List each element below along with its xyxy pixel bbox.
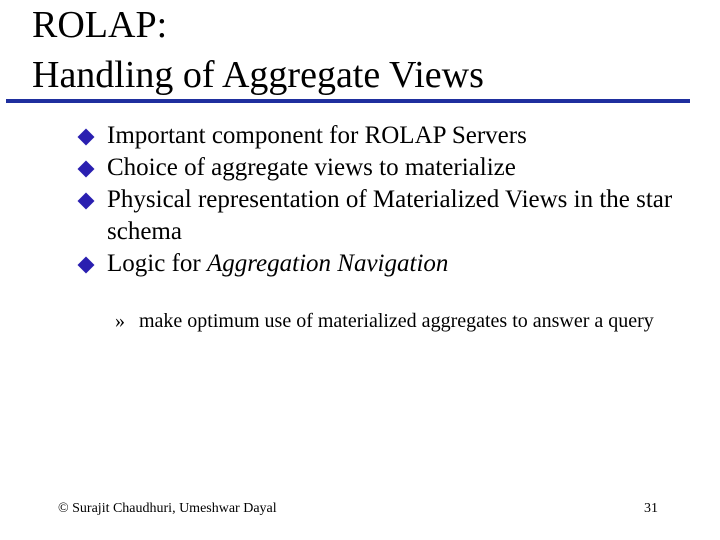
diamond-bullet-icon xyxy=(78,129,95,146)
slide-title xyxy=(32,0,484,100)
slide-title-line-2: Handling of Aggregate Views xyxy=(32,54,484,96)
bullet-item xyxy=(78,184,678,248)
bullet-item xyxy=(78,120,678,152)
diamond-bullet-icon xyxy=(78,161,95,178)
sub-bullet-text: make optimum use of materialized aggregates to answer a query xyxy=(139,310,654,332)
bullet-text: Physical representation of Materialized Views in the star schema xyxy=(107,186,673,245)
bullet-item xyxy=(78,152,678,184)
diamond-bullet-icon xyxy=(78,193,95,210)
bullet-list xyxy=(78,120,678,280)
bullet-item xyxy=(78,248,678,280)
bullet-text: Important component for ROLAP Servers xyxy=(107,122,527,149)
diamond-bullet-icon xyxy=(78,257,95,274)
sub-bullet-marker: » xyxy=(115,310,125,332)
bullet-text: Choice of aggregate views to materialize xyxy=(107,154,516,181)
sub-bullet-item xyxy=(115,310,659,333)
bullet-text-italic: Aggregation Navigation xyxy=(206,250,449,277)
title-underline xyxy=(6,99,690,103)
footer-page-number: 31 xyxy=(644,501,658,516)
slide-title-line-1: ROLAP: xyxy=(32,4,168,46)
bullet-text-prefix: Logic for xyxy=(107,250,207,277)
footer-copyright: © Surajit Chaudhuri, Umeshwar Dayal xyxy=(58,501,277,516)
